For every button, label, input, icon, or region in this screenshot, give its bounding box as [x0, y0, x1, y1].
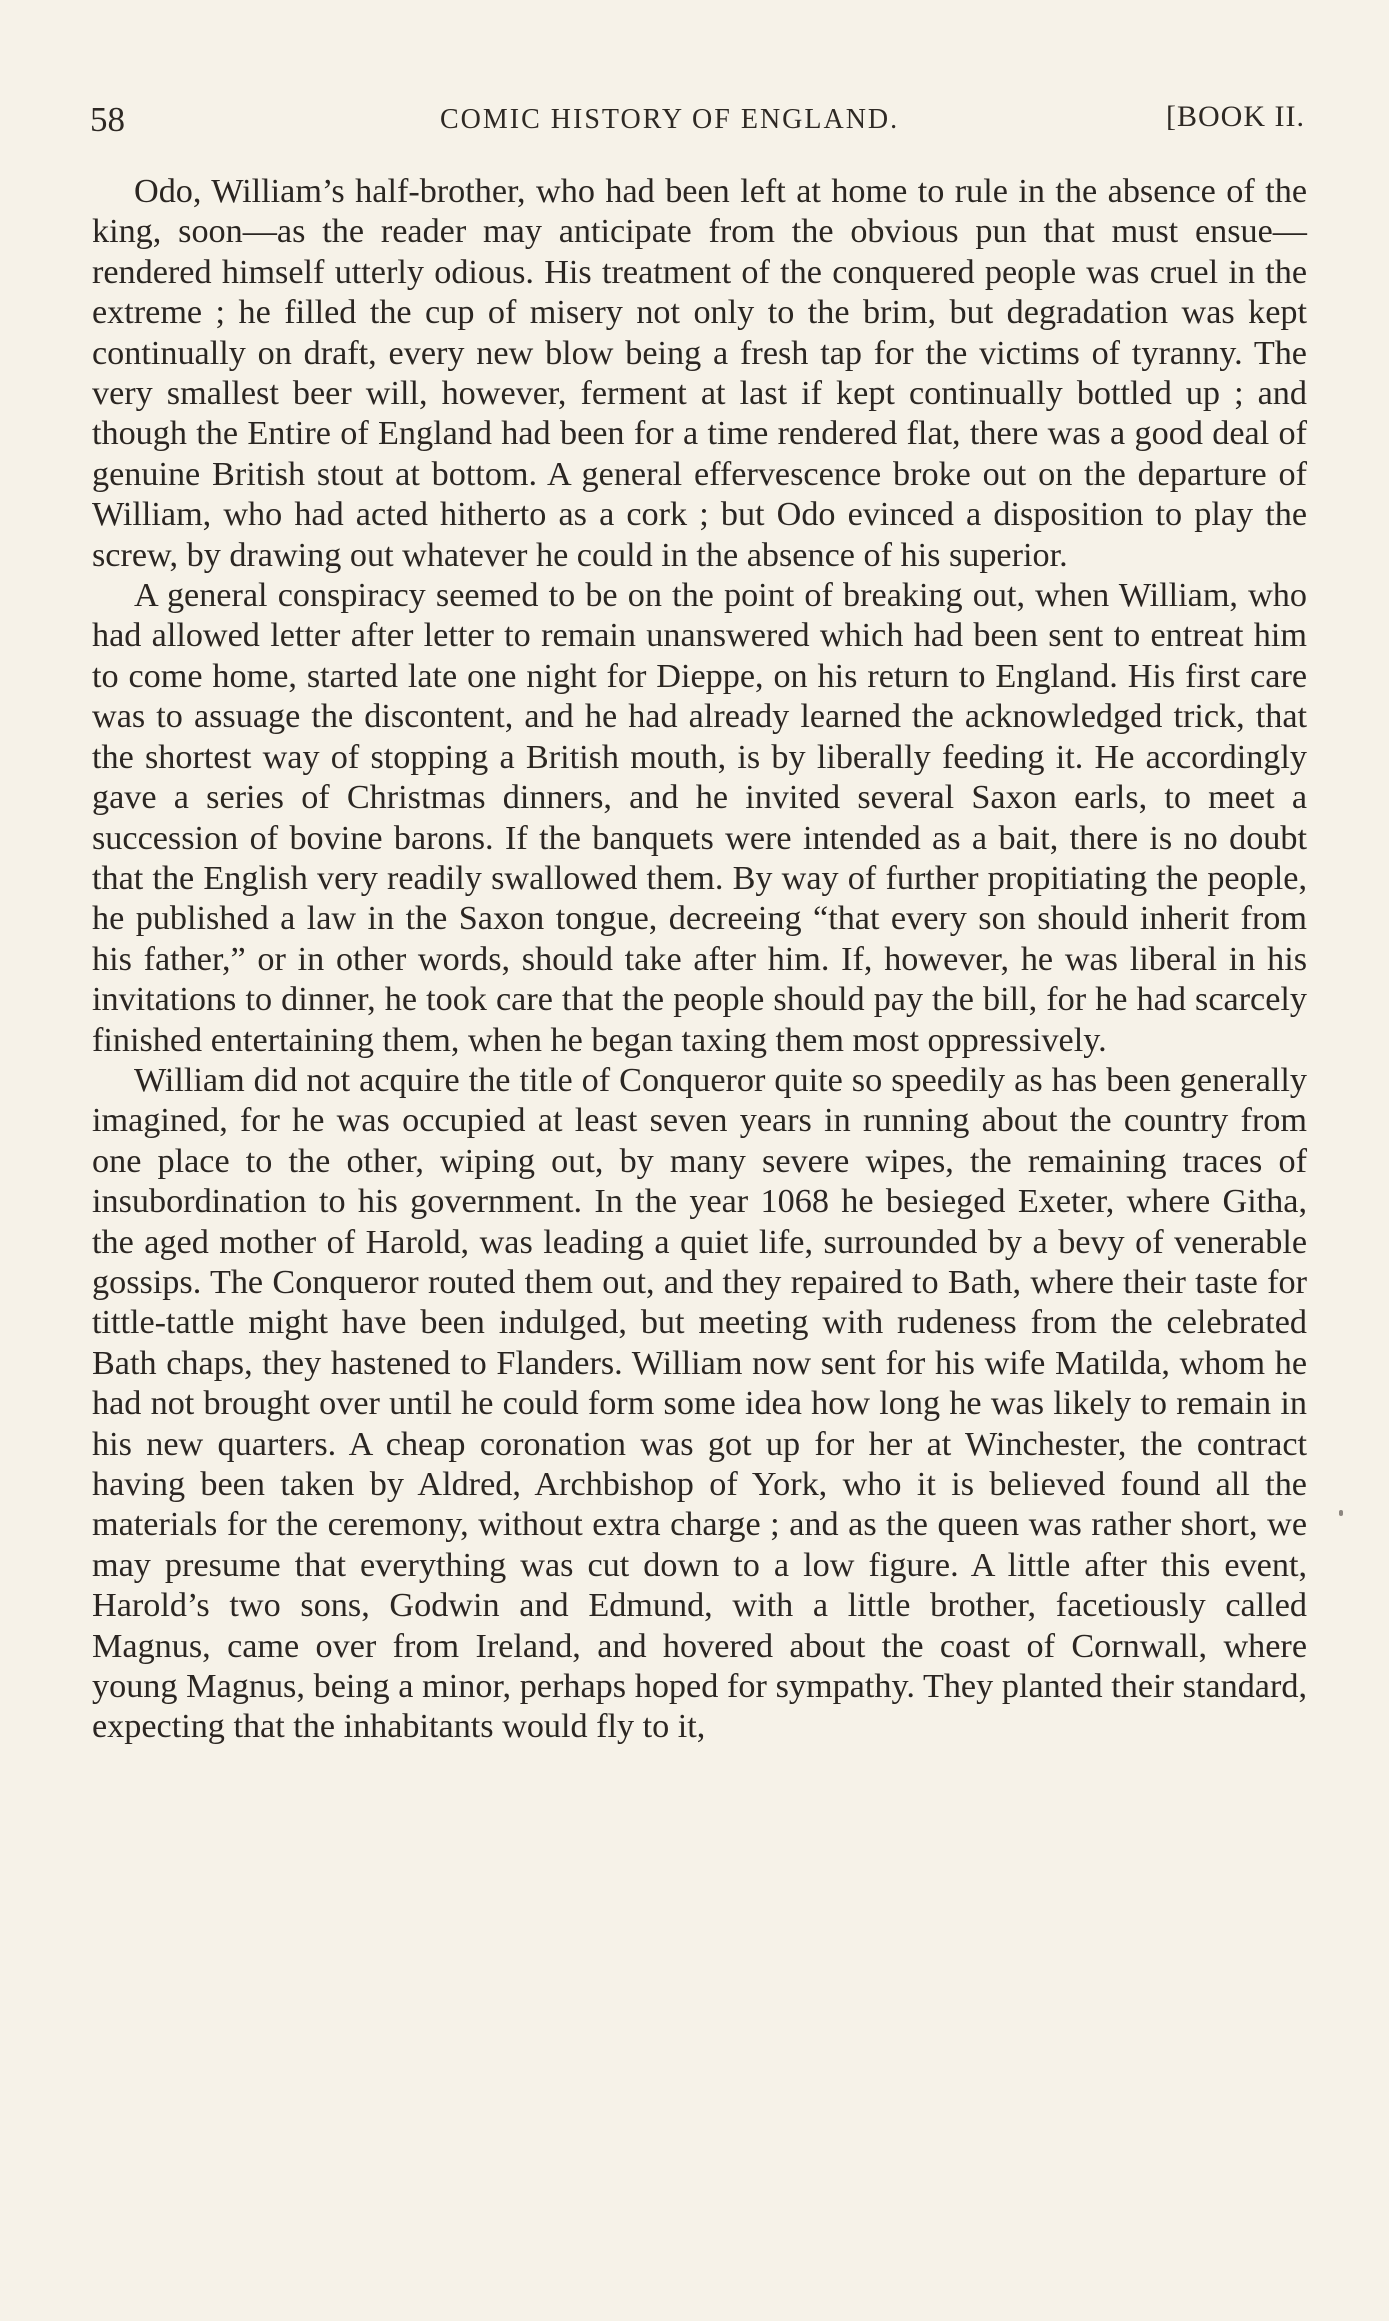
running-title: COMIC HISTORY OF ENGLAND.: [440, 104, 900, 135]
paragraph-1: Odo, William’s half-brother, who had been left at home to rule in the absence of the king, soon—as the reader may anticipate from the obvious pun that must ensue—rendered himself utterly odious. His treatment of the conquered people was cruel in the extreme ; he filled the cup of misery not only to the brim, but degradation was kept continually on draft, every new blow being a fresh tap for the victims of tyranny. The very smallest beer will, however, ferment at last if kept continually bottled up ; and though the Entire of England had been for a time rendered flat, there was a good deal of genuine British stout at bottom. A general effervescence broke out on the departure of William, who had acted hitherto as a cork ; but Odo evinced a disposition to play the screw, by drawing out whatever he could in the absence of his superior.: [92, 173, 1307, 574]
page-number: 58: [90, 100, 125, 139]
paragraph-3: William did not acquire the title of Conqueror quite so speedily as has been generally imagined, for he was occupied at least seven years in running about the country from one place to the other, wiping out, by many severe wipes, the remaining traces of insubordination to his government. In the year 1068 he besieged Exeter, where Githa, the aged mother of Harold, was leading a quiet life, surrounded by a bevy of venerable gossips. The Conqueror routed them out, and they repaired to Bath, where their taste for tittle-tattle might have been indulged, but meeting with rudeness from the celebrated Bath chaps, they hastened to Flanders. William now sent for his wife Matilda, whom he had not brought over until he could form some idea how long he was likely to remain in his new quarters. A cheap coronation was got up for her at Winchester, the contract having been taken by Aldred, Archbishop of York, who it is believed found all the materials for the ceremony, without extra charge ; and as the queen was rather short, we may presume that everything was cut down to a low figure. A little after this event, Harold’s two sons, Godwin and Edmund, with a little brother, facetiously called Magnus, came over from Ireland, and hovered about the coast of Cornwall, where young Magnus, being a minor, perhaps hoped for sympathy. They planted their standard, expecting that the inhabitants would fly to it,: [92, 1061, 1307, 1746]
running-head: [90, 100, 1305, 150]
body-text: [92, 172, 1307, 1748]
margin-speck: [1339, 1510, 1343, 1516]
book-label: [BOOK II.: [1166, 100, 1305, 133]
paragraph-2: A general conspiracy seemed to be on the point of breaking out, when William, who had allowed letter after letter to remain unanswered which had been sent to entreat him to come home, started late one night for Dieppe, on his return to England. His first care was to assuage the discontent, and he had already learned the acknowledged trick, that the shortest way of stopping a British mouth, is by liberally feeding it. He accordingly gave a series of Christmas dinners, and he invited several Saxon earls, to meet a succession of bovine barons. If the banquets were intended as a bait, there is no doubt that the English very readily swallowed them. By way of further propitiating the people, he published a law in the Saxon tongue, decreeing “that every son should inherit from his father,” or in other words, should take after him. If, however, he was liberal in his invitations to dinner, he took care that the people should pay the bill, for he had scarcely finished entertaining them, when he began taxing them most oppressively.: [92, 577, 1307, 1059]
